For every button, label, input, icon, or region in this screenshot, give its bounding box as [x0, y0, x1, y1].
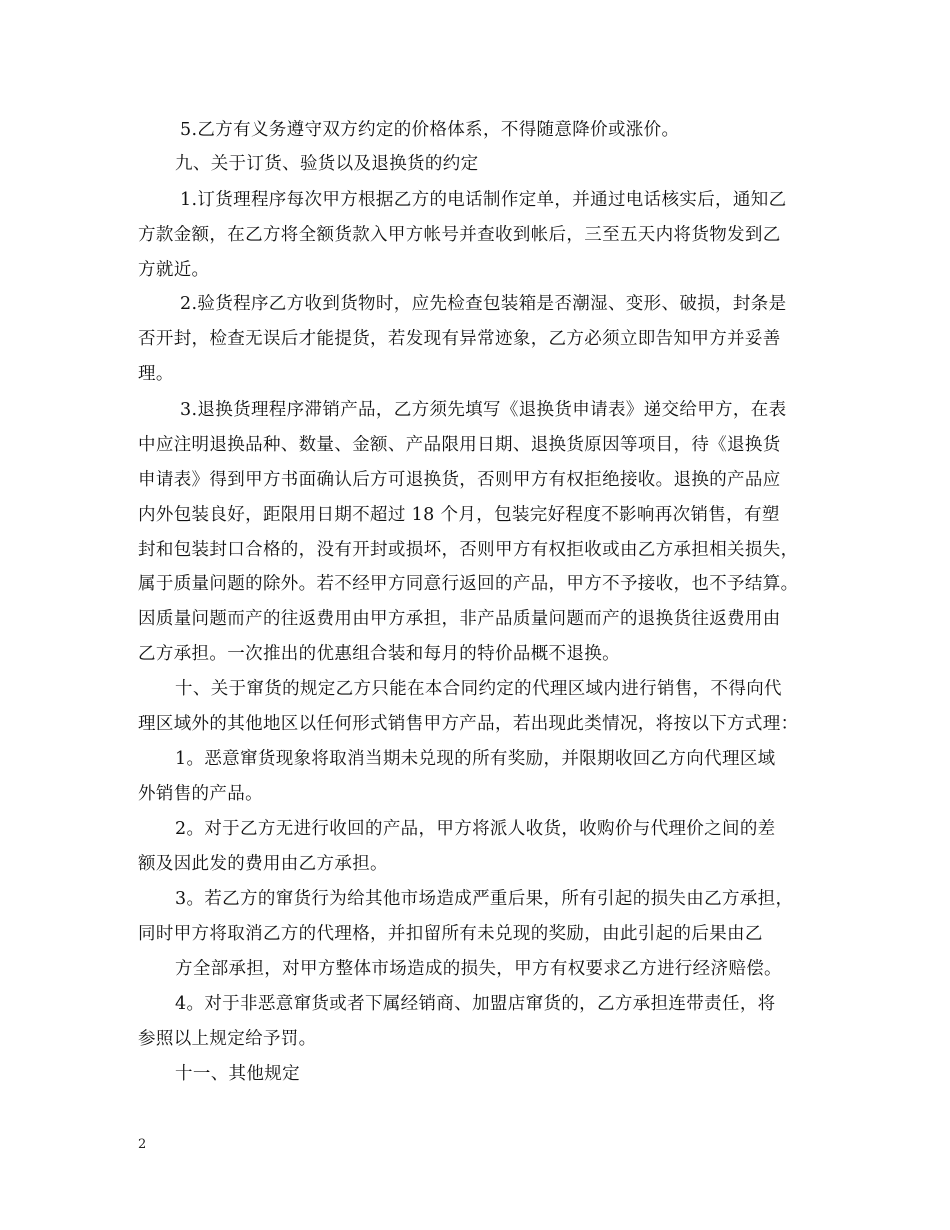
paragraph-line: 1.订货理程序每次甲方根据乙方的电话制作定单，并通过电话核实后，通知乙 — [180, 190, 787, 210]
section-heading: 十一、其他规定 — [175, 1064, 300, 1084]
paragraph-line: 3。若乙方的窜货行为给其他市场造成严重后果，所有引起的损失由乙方承担， — [175, 889, 794, 909]
paragraph-line: 乙方承担。一次推出的优惠组合装和每月的特价品概不退换。 — [138, 644, 620, 664]
paragraph-line: 理。 — [138, 364, 174, 384]
paragraph-line: 属于质量问题的除外。若不经甲方同意行返回的产品，甲方不予接收，也不予结算。 — [138, 574, 799, 594]
paragraph-line: 申请表》得到甲方书面确认后方可退换货，否则甲方有权拒绝接收。退换的产品应 — [138, 470, 781, 490]
section-heading: 九、关于订货、验货以及退换货的约定 — [175, 154, 479, 174]
paragraph-line: 2.验货程序乙方收到货物时，应先检查包装箱是否潮湿、变形、破损，封条是 — [180, 294, 787, 314]
paragraph-line: 否开封，检查无误后才能提货，若发现有异常迹象，乙方必须立即告知甲方并妥善 — [138, 329, 781, 349]
paragraph-line: 额及因此发的费用由乙方承担。 — [138, 854, 388, 874]
paragraph-line: 内外包装良好，距限用日期不超过 18 个月，包装完好程度不影响再次销售，有塑 — [138, 505, 780, 525]
paragraph-line: 外销售的产品。 — [138, 784, 263, 804]
paragraph-line: 中应注明退换品种、数量、金额、产品限用日期、退换货原因等项目，待《退换货 — [138, 435, 781, 455]
paragraph-line: 方就近。 — [138, 260, 210, 280]
paragraph-line: 理区域外的其他地区以任何形式销售甲方产品，若出现此类情况，将按以下方式理： — [138, 714, 799, 734]
paragraph-line: 因质量问题而产的往返费用由甲方承担，非产品质量问题而产的退换货往返费用由 — [138, 609, 781, 629]
paragraph-line: 2。对于乙方无进行收回的产品，甲方将派人收货，收购价与代理价之间的差 — [175, 819, 776, 839]
section-heading: 十、关于窜货的规定乙方只能在本合同约定的代理区域内进行销售，不得向代 — [175, 679, 782, 699]
paragraph-line: 3.退换货理程序滞销产品，乙方须先填写《退换货申请表》递交给甲方，在表 — [180, 400, 787, 420]
paragraph-line: 4。对于非恶意窜货或者下属经销商、加盟店窜货的，乙方承担连带责任，将 — [175, 994, 776, 1014]
paragraph-line: 1。恶意窜货现象将取消当期未兑现的所有奖励，并限期收回乙方向代理区域 — [175, 749, 776, 769]
paragraph-line: 参照以上规定给予罚。 — [138, 1029, 317, 1049]
page-number: 2 — [138, 1137, 147, 1152]
paragraph-line: 方全部承担，对甲方整体市场造成的损失，甲方有权要求乙方进行经济赔偿。 — [175, 959, 782, 979]
paragraph-line: 方款金额，在乙方将全额货款入甲方帐号并查收到帐后，三至五天内将货物发到乙 — [138, 225, 781, 245]
paragraph-line: 封和包装封口合格的，没有开封或损坏，否则甲方有权拒收或由乙方承担相关损失， — [138, 540, 799, 560]
paragraph-line: 同时甲方将取消乙方的代理格，并扣留所有未兑现的奖励，由此引起的后果由乙 — [138, 924, 763, 944]
paragraph-line: 5.乙方有义务遵守双方约定的价格体系，不得随意降价或涨价。 — [180, 120, 680, 140]
